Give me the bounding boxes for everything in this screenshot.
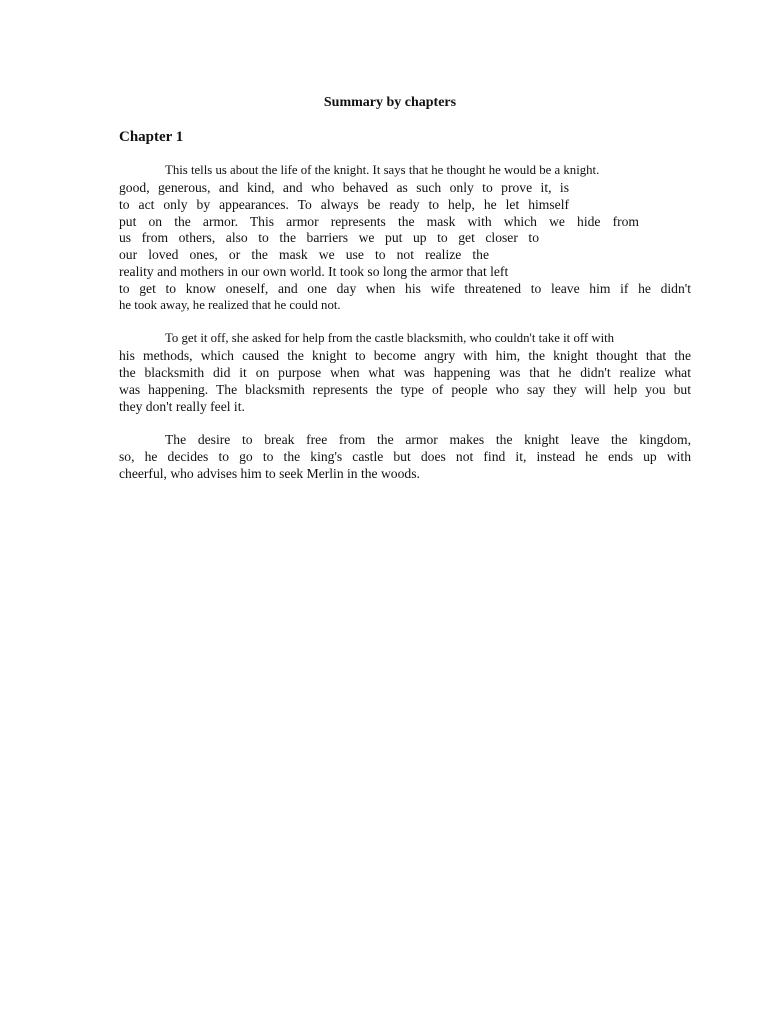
paragraph-line: The desire to break free from the armor makes the knight leave the kingdom, — [165, 432, 691, 447]
paragraph-line: put on the armor. This armor represents the mask with which we hide from — [119, 214, 639, 229]
paragraph-line: To get it off, she asked for help from the castle blacksmith, who couldn't take it off with — [165, 331, 615, 345]
paragraph-line: to act only by appearances. To always be ready to help, he let himself — [119, 197, 569, 212]
paragraph-line: to get to know oneself, and one day when his wife threatened to leave him if he didn't — [119, 281, 691, 296]
paragraph-line: our loved ones, or the mask we use to not realize the — [119, 247, 489, 262]
chapter-heading: Chapter 1 — [119, 129, 184, 145]
paragraph-line: was happening. The blacksmith represents the type of people who say they will help you but — [119, 382, 691, 397]
paragraph-line: the blacksmith did it on purpose when what was happening was that he didn't realize what — [119, 365, 691, 380]
paragraph-line: reality and mothers in our own world. It took so long the armor that left — [119, 264, 509, 279]
document-title: Summary by chapters — [323, 95, 457, 110]
paragraph-line: us from others, also to the barriers we put up to get closer to — [119, 230, 539, 245]
paragraph-line: they don't really feel it. — [119, 399, 245, 414]
paragraph-line: so, he decides to go to the king's castle but does not find it, instead he ends up with — [119, 449, 691, 464]
paragraph-line: cheerful, who advises him to seek Merlin in the woods. — [119, 466, 420, 481]
paragraph-line: This tells us about the life of the knight. It says that he thought he would be a knight. — [165, 163, 600, 177]
paragraph-line: good, generous, and kind, and who behaved as such only to prove it, is — [119, 180, 569, 195]
paragraph-line: he took away, he realized that he could not. — [119, 298, 341, 312]
paragraph-line: his methods, which caused the knight to become angry with him, the knight thought that the — [119, 348, 691, 363]
